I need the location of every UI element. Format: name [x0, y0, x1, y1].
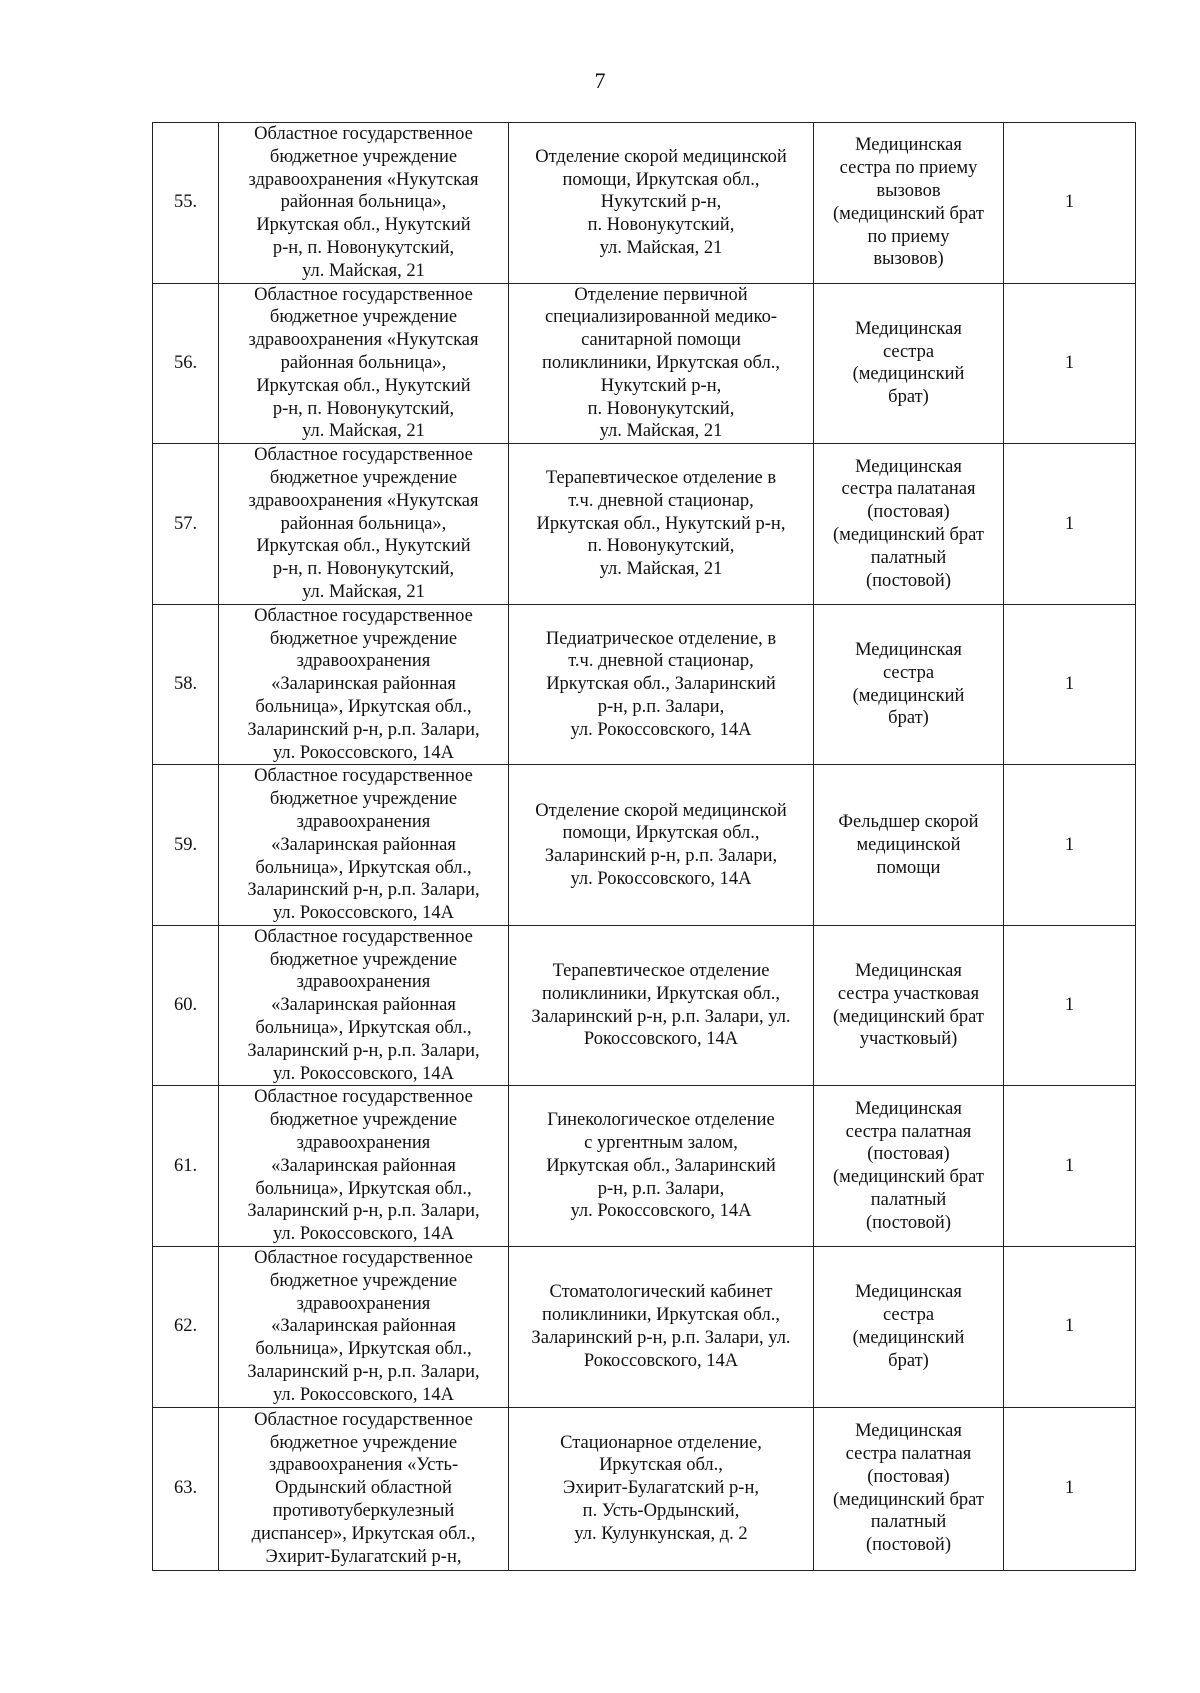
table-row	[153, 283, 1136, 444]
position-cell-line: палатный	[870, 1190, 947, 1211]
organization-cell-line: бюджетное учреждение	[269, 949, 458, 970]
organization-cell-line: ул. Майская, 21	[302, 421, 425, 442]
organization-cell-line: здравоохранения	[296, 1133, 431, 1154]
position-cell	[814, 1086, 1004, 1247]
department-cell-line: ул. Рокоссовского, 14А	[570, 868, 752, 889]
position-cell-line: (медицинский	[852, 364, 965, 385]
quantity-cell: 1	[1004, 604, 1136, 765]
organization-cell-line: больница», Иркутская обл.,	[255, 1178, 472, 1199]
organization-cell-line: ул. Майская, 21	[302, 260, 425, 281]
organization-cell-line: бюджетное учреждение	[269, 789, 458, 810]
position-cell-line: Медицинская	[855, 456, 962, 477]
organization-cell-line: Областное государственное	[254, 605, 473, 626]
department-cell-line: ул. Майская, 21	[599, 559, 723, 580]
position-cell	[814, 283, 1004, 444]
organization-cell-line: «Заларинская районная	[271, 1155, 456, 1176]
table-row	[153, 1247, 1136, 1408]
organization-cell-line: ул. Рокоссовского, 14А	[272, 1063, 455, 1084]
organization-cell-line: районная больница»,	[280, 513, 447, 534]
department-cell-line: ул. Майская, 21	[599, 237, 723, 258]
position-cell-line: (медицинский брат	[833, 524, 984, 545]
department-cell-line: Отделение первичной	[574, 284, 748, 305]
organization-cell-line: Иркутская обл., Нукутский	[256, 215, 471, 236]
department-cell-line: Заларинский р-н, р.п. Залари, ул.	[531, 1006, 791, 1027]
organization-cell-line: ул. Рокоссовского, 14А	[272, 1224, 455, 1245]
position-cell-line: палатный	[870, 547, 947, 568]
position-cell-line: (медицинский брат	[833, 1006, 984, 1027]
organization-cell-line: «Заларинская районная	[271, 1316, 456, 1337]
organization-cell-line: Заларинский р-н, р.п. Залари,	[247, 880, 480, 901]
organization-cell-line: ул. Рокоссовского, 14А	[272, 1384, 455, 1405]
organization-cell-line: Заларинский р-н, р.п. Залари,	[247, 719, 480, 740]
position-cell-line: палатный	[870, 1512, 947, 1533]
department-cell-line: Иркутская обл.,	[599, 1455, 723, 1476]
department-cell-line: Терапевтическое отделение в	[545, 467, 777, 488]
department-cell-line: т.ч. дневной стационар,	[568, 490, 754, 511]
table-row	[153, 123, 1136, 284]
organization-cell	[219, 604, 509, 765]
position-cell-line: брат)	[888, 708, 929, 729]
organization-cell-line: здравоохранения «Нукутская	[248, 169, 479, 190]
position-cell-line: сестра по приему	[839, 158, 978, 179]
table-body	[153, 123, 1136, 1571]
position-cell-line: (медицинский брат	[833, 1489, 984, 1510]
organization-cell-line: Заларинский р-н, р.п. Залари,	[247, 1040, 480, 1061]
row-number-cell: 59.	[153, 765, 219, 926]
organization-cell-line: «Заларинская районная	[271, 834, 456, 855]
organization-cell-line: районная больница»,	[280, 192, 447, 213]
department-cell	[509, 1407, 814, 1570]
department-cell-line: помощи, Иркутская обл.,	[562, 823, 760, 844]
organization-cell	[219, 123, 509, 284]
organization-cell-line: р-н, п. Новонукутский,	[272, 398, 455, 419]
department-cell-line: т.ч. дневной стационар,	[568, 651, 754, 672]
quantity-cell: 1	[1004, 765, 1136, 926]
position-cell-line: (постовая)	[867, 502, 950, 523]
organization-cell-line: Областное государственное	[254, 445, 473, 466]
department-cell	[509, 765, 814, 926]
row-number-cell: 63.	[153, 1407, 219, 1570]
organization-cell-line: Заларинский р-н, р.п. Залари,	[247, 1362, 480, 1383]
department-cell-line: Отделение скорой медицинской	[535, 800, 787, 821]
organization-cell-line: больница», Иркутская обл.,	[255, 696, 472, 717]
position-cell-line: участковый)	[859, 1029, 958, 1050]
department-cell-line: поликлиники, Иркутская обл.,	[542, 1305, 780, 1326]
department-cell-line: с ургентным залом,	[584, 1133, 738, 1154]
position-cell-line: сестра	[882, 341, 935, 362]
quantity-cell: 1	[1004, 1086, 1136, 1247]
position-cell-line: сестра участковая	[837, 983, 980, 1004]
department-cell-line: Иркутская обл., Нукутский р-н,	[536, 513, 786, 534]
row-number-cell: 55.	[153, 123, 219, 284]
department-cell-line: ул. Рокоссовского, 14А	[570, 719, 752, 740]
position-cell-line: (медицинский брат	[833, 1167, 984, 1188]
department-cell-line: ул. Майская, 21	[599, 421, 723, 442]
organization-cell-line: Областное государственное	[254, 284, 473, 305]
department-cell	[509, 604, 814, 765]
position-cell-line: помощи	[876, 857, 941, 878]
department-cell-line: санитарной помощи	[581, 330, 741, 351]
position-cell-line: (постовая)	[867, 1144, 950, 1165]
organization-cell	[219, 1407, 509, 1570]
vacancy-table	[152, 122, 1136, 1571]
organization-cell-line: Иркутская обл., Нукутский	[256, 536, 471, 557]
organization-cell	[219, 925, 509, 1086]
organization-cell-line: Областное государственное	[254, 124, 473, 144]
department-cell-line: Заларинский р-н, р.п. Залари,	[544, 846, 778, 867]
department-cell	[509, 925, 814, 1086]
table-row	[153, 604, 1136, 765]
department-cell	[509, 444, 814, 605]
organization-cell-line: здравоохранения «Усть-	[268, 1455, 459, 1476]
organization-cell-line: больница», Иркутская обл.,	[255, 857, 472, 878]
position-cell-line: (медицинский брат	[833, 203, 984, 224]
department-cell-line: р-н, р.п. Залари,	[597, 696, 725, 717]
organization-cell-line: больница», Иркутская обл.,	[255, 1018, 472, 1039]
department-cell-line: п. Новонукутский,	[587, 398, 735, 419]
organization-cell-line: «Заларинская районная	[271, 995, 456, 1016]
department-cell-line: специализированной медико-	[544, 307, 778, 328]
quantity-cell: 1	[1004, 925, 1136, 1086]
position-cell-line: Медицинская	[855, 639, 962, 660]
position-cell	[814, 765, 1004, 926]
organization-cell-line: Областное государственное	[254, 926, 473, 947]
organization-cell-line: ул. Рокоссовского, 14А	[272, 742, 455, 763]
page-number: 7	[594, 68, 606, 93]
department-cell-line: Нукутский р-н,	[600, 192, 722, 213]
organization-cell-line: р-н, п. Новонукутский,	[272, 237, 455, 258]
position-cell-line: Медицинская	[855, 961, 962, 982]
organization-cell-line: больница», Иркутская обл.,	[255, 1339, 472, 1360]
department-cell	[509, 123, 814, 284]
row-number-cell: 58.	[153, 604, 219, 765]
position-cell	[814, 1247, 1004, 1408]
department-cell-line: поликлиники, Иркутская обл.,	[542, 983, 780, 1004]
organization-cell-line: бюджетное учреждение	[269, 146, 458, 167]
organization-cell-line: бюджетное учреждение	[269, 467, 458, 488]
organization-cell-line: здравоохранения	[296, 1293, 431, 1314]
department-cell	[509, 283, 814, 444]
position-cell-line: сестра	[882, 1305, 935, 1326]
table-row	[153, 1407, 1136, 1570]
position-cell-line: вызовов)	[873, 249, 944, 270]
department-cell-line: Стоматологический кабинет	[549, 1282, 773, 1303]
organization-cell-line: бюджетное учреждение	[269, 1110, 458, 1131]
position-cell-line: сестра палатаная	[841, 479, 976, 500]
quantity-cell: 1	[1004, 444, 1136, 605]
organization-cell	[219, 1086, 509, 1247]
table-row	[153, 765, 1136, 926]
position-cell-line: (постовой)	[866, 1212, 951, 1233]
organization-cell-line: «Заларинская районная	[271, 674, 456, 695]
position-cell	[814, 123, 1004, 284]
position-cell-line: брат)	[888, 387, 929, 408]
organization-cell-line: бюджетное учреждение	[269, 628, 458, 649]
organization-cell-line: районная больница»,	[280, 352, 447, 373]
position-cell-line: Фельдшер скорой	[838, 811, 979, 832]
position-cell	[814, 444, 1004, 605]
department-cell-line: Терапевтическое отделение	[552, 961, 770, 982]
table-row	[153, 925, 1136, 1086]
row-number-cell: 61.	[153, 1086, 219, 1247]
department-cell-line: ул. Рокоссовского, 14А	[570, 1201, 752, 1222]
organization-cell-line: здравоохранения «Нукутская	[248, 330, 479, 351]
table-row	[153, 1086, 1136, 1247]
position-cell-line: (медицинский	[852, 685, 965, 706]
organization-cell-line: ул. Майская, 21	[302, 581, 425, 602]
organization-cell-line: р-н, п. Новонукутский,	[272, 559, 455, 580]
row-number-cell: 57.	[153, 444, 219, 605]
position-cell-line: по приему	[867, 226, 950, 247]
position-cell-line: Медицинская	[855, 1098, 962, 1119]
department-cell-line: Эхирит-Булагатский р-н,	[563, 1478, 759, 1499]
position-cell-line: Медицинская	[855, 1282, 962, 1303]
department-cell-line: Педиатрическое отделение, в	[545, 628, 777, 649]
position-cell-line: Медицинская	[855, 1421, 962, 1442]
position-cell	[814, 604, 1004, 765]
position-cell-line: (постовой)	[866, 1535, 951, 1556]
organization-cell-line: Заларинский р-н, р.п. Залари,	[247, 1201, 480, 1222]
department-cell-line: п. Новонукутский,	[587, 536, 735, 557]
quantity-cell: 1	[1004, 1247, 1136, 1408]
quantity-cell: 1	[1004, 1407, 1136, 1570]
organization-cell-line: бюджетное учреждение	[269, 1270, 458, 1291]
organization-cell-line: бюджетное учреждение	[269, 1432, 458, 1453]
quantity-cell: 1	[1004, 123, 1136, 284]
position-cell-line: (постовой)	[866, 570, 951, 591]
department-cell-line: Заларинский р-н, р.п. Залари, ул.	[531, 1327, 791, 1348]
department-cell-line: Гинекологическое отделение	[547, 1110, 775, 1131]
row-number-cell: 56.	[153, 283, 219, 444]
department-cell-line: п. Новонукутский,	[587, 215, 735, 236]
organization-cell-line: противотуберкулезный	[272, 1501, 455, 1522]
department-cell-line: Рокоссовского, 14А	[583, 1350, 739, 1371]
organization-cell-line: здравоохранения «Нукутская	[248, 490, 479, 511]
department-cell-line: Иркутская обл., Заларинский	[546, 1155, 776, 1176]
organization-cell-line: Областное государственное	[254, 1409, 473, 1430]
position-cell-line: (медицинский	[852, 1327, 965, 1348]
position-cell-line: сестра палатная	[845, 1121, 972, 1142]
organization-cell	[219, 444, 509, 605]
department-cell-line: ул. Кулункунская, д. 2	[574, 1523, 748, 1544]
position-cell-line: (постовая)	[867, 1466, 950, 1487]
organization-cell-line: здравоохранения	[296, 651, 431, 672]
table-row	[153, 444, 1136, 605]
organization-cell	[219, 765, 509, 926]
position-cell-line: Медицинская	[855, 135, 962, 156]
department-cell-line: Стационарное отделение,	[560, 1432, 762, 1453]
department-cell	[509, 1247, 814, 1408]
organization-cell-line: здравоохранения	[296, 811, 431, 832]
department-cell-line: Нукутский р-н,	[600, 375, 722, 396]
department-cell-line: р-н, р.п. Залари,	[597, 1178, 725, 1199]
organization-cell-line: Областное государственное	[254, 1248, 473, 1269]
position-cell-line: сестра палатная	[845, 1444, 972, 1465]
department-cell-line: помощи, Иркутская обл.,	[562, 169, 760, 190]
department-cell	[509, 1086, 814, 1247]
quantity-cell: 1	[1004, 283, 1136, 444]
organization-cell-line: Ордынский областной	[275, 1478, 452, 1499]
organization-cell-line: диспансер», Иркутская обл.,	[251, 1523, 476, 1544]
position-cell-line: сестра	[882, 662, 935, 683]
organization-cell-line: ул. Рокоссовского, 14А	[272, 903, 455, 924]
organization-cell-line: здравоохранения	[296, 972, 431, 993]
row-number-cell: 62.	[153, 1247, 219, 1408]
position-cell-line: медицинской	[856, 834, 961, 855]
organization-cell	[219, 1247, 509, 1408]
department-cell-line: Отделение скорой медицинской	[535, 146, 787, 167]
position-cell	[814, 1407, 1004, 1570]
organization-cell	[219, 283, 509, 444]
department-cell-line: Рокоссовского, 14А	[583, 1029, 739, 1050]
row-number-cell: 60.	[153, 925, 219, 1086]
position-cell-line: вызовов	[876, 180, 941, 201]
department-cell-line: Иркутская обл., Заларинский	[546, 674, 776, 695]
position-cell	[814, 925, 1004, 1086]
position-cell-line: Медицинская	[855, 318, 962, 339]
position-cell-line: брат)	[888, 1350, 929, 1371]
organization-cell-line: Иркутская обл., Нукутский	[256, 375, 471, 396]
organization-cell-line: бюджетное учреждение	[269, 307, 458, 328]
department-cell-line: поликлиники, Иркутская обл.,	[542, 352, 780, 373]
organization-cell-line: Областное государственное	[254, 766, 473, 787]
organization-cell-line: Областное государственное	[254, 1087, 473, 1108]
department-cell-line: п. Усть-Ордынский,	[582, 1501, 740, 1522]
organization-cell-line: Эхирит-Булагатский р-н,	[265, 1546, 462, 1567]
